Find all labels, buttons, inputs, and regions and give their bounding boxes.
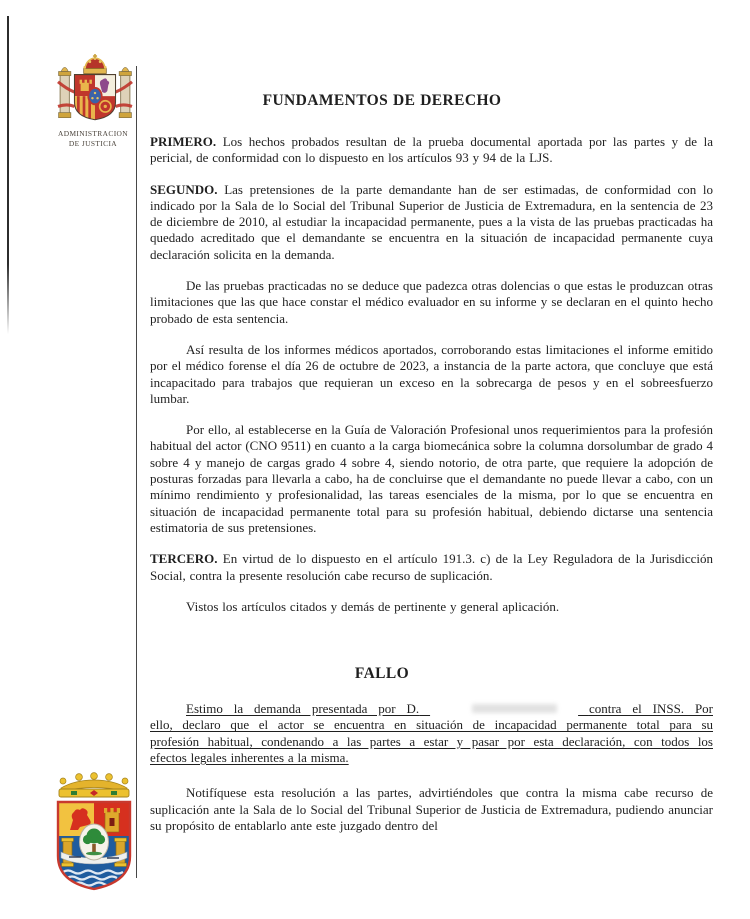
paragraph-por-ello: Por ello, al establecerse en la Guía de Valoración Profesional unos requerimientos para la profesión habitual del actor (CNO 9511) en cuanto a la carga biomecánica sobre la columna dorsolumbar de grado 4 sobre 4 y manejo de cargas grado 4 sobre 4, siendo notorio, de otra parte, que requiere la adopción de posturas forzadas para llevarla a cabo, ha de concluirse que el demandante no puede llevar a cabo, con un mínimo rendimiento y profesionalidad, las tareas esenciales de la misma, por lo que se encuentra en situación de incapacidad permanente total para su profesión habitual, debiendo dictarse una sentencia estimatoria de sus pretensiones. [150,422,713,535]
fallo-line-3: profesión habitual, condenando a las partes a estar y pasar por esta declaración, con todos los [150,733,713,749]
redacted-claimant-name [430,702,578,713]
fundamentos-title: FUNDAMENTOS DE DERECHO [262,92,502,109]
extremadura-shield [58,802,130,889]
paragraph-notifiquese: Notifíquese esta resolución a las partes, advirtiéndoles que contra la misma cabe recurso de suplicación ante la Sala de lo Social del Tribunal Superior de Justicia de Extremadura, pudiendo anunciar su propósito de entablarlo ante este juzgado dentro del [150,785,713,833]
extremadura-coat-of-arms-icon [49,772,139,894]
paragraph-vistos: Vistos los artículos citados y demás de pertinente y general aplicación. [186,598,560,614]
spain-coat-of-arms-icon [57,53,133,129]
caption-line-2: DE JUSTICIA [68,138,118,148]
fallo-line1-before-redaction: Estimo la demanda presentada por D. [186,701,420,717]
paragraph-tercero [150,551,713,584]
ducal-crown [59,773,129,797]
paragraph-primero [150,134,713,167]
paragraph-pruebas: De las pruebas practicadas no se deduce que padezca otras dolencias o que estas le produzcan otras limitaciones que las que hace constar el médico evaluador en su informe y se declaran en el quinto hecho probado de esta sentencia. [150,278,713,326]
primero-text: Los hechos probados resultan de la prueba documental aportada por las partes y de la pericial, de conformidad con lo dispuesto en los artículos 93 y 94 de la LJS. [150,134,713,166]
segundo-label: SEGUNDO. [150,181,218,197]
segundo-text: Las pretensiones de la parte demandante han de ser estimadas, de conformidad con lo indicado por la Sala de lo Social del Tribunal Superior de Justicia de Extremadura, en la sentencia de 23 de diciembre de 2010, al estudiar la incapacidad permanente, pues a la vista de las pruebas practicadas ha quedado acreditado que el demandante se encuentra en la situación de incapacidad permanente cuya declaración solicita en la demanda. [150,181,713,262]
fallo-line1-after-redaction: contra el INSS. Por [588,701,713,717]
administracion-de-justicia-caption [38,129,148,148]
fallo-ruling-paragraph [150,701,713,766]
fallo-line-2: ello, declaro que el actor se encuentra en situación de incapacidad permanente total para su [150,717,713,733]
tercero-text: En virtud de lo dispuesto en el artículo 191.3. c) de la Ley Reguladora de la Jurisdicción Social, contra la presente resolución cabe recurso de suplicación. [150,551,713,583]
paragraph-informes: Así resulta de los informes médicos aportados, corroborando estas limitaciones el informe emitido por el médico forense el día 26 de octubre de 2023, a instancia de la parte actora, que concluye que está incapacitado para trabajos que requieran un exceso en la sobrecarga de pesos y en el sobreesfuerzo lumbar. [150,341,713,406]
margin-divider-rule [136,66,137,878]
caption-line-1: ADMINISTRACION [57,129,129,138]
fallo-line-4: efectos legales inherentes a la misma. [150,750,349,766]
fallo-line-1 [150,701,713,717]
paragraph-segundo [150,182,713,263]
royal-crown [83,54,106,74]
quartered-shield [74,75,115,120]
scan-edge-artifact [7,16,9,334]
primero-label: PRIMERO. [150,134,217,149]
tercero-label: TERCERO. [150,551,218,567]
fallo-title: FALLO [354,665,410,683]
judgment-body [150,92,713,849]
